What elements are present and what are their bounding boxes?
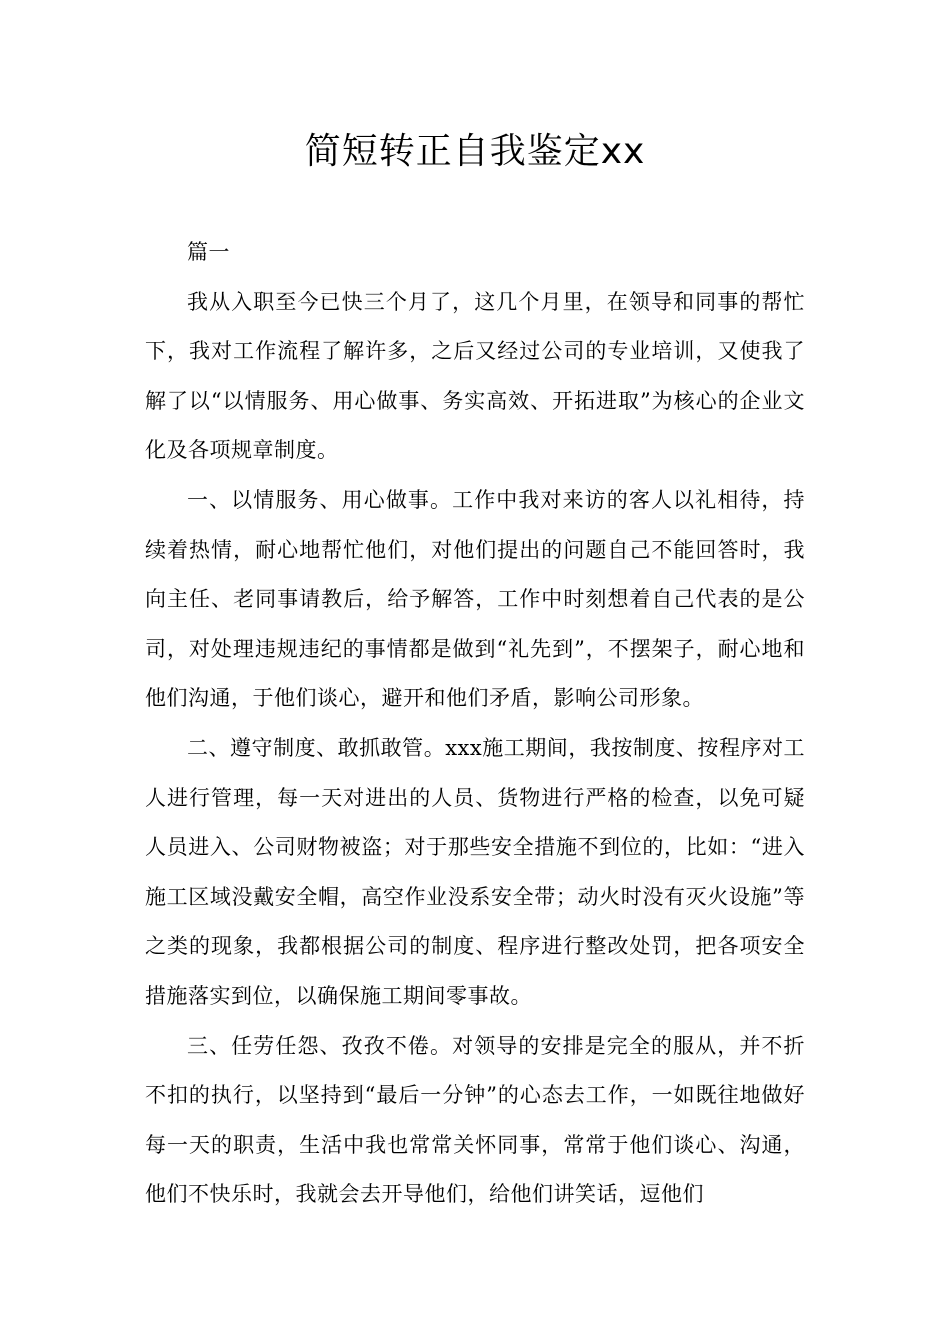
section-heading: 篇一: [187, 240, 230, 264]
document-body: [145, 228, 805, 1220]
paragraph-point-three: 三、任劳任怨、孜孜不倦。对领导的安排是完全的服从，并不折不扣的执行，以坚持到“最后一分钟”的心态去工作，一如既往地做好每一天的职责，生活中我也常常关怀同事，常常于他们谈心、沟通，他们不快乐时，我就会去开导他们，给他们讲笑话，逗他们: [145, 1033, 805, 1207]
intro-paragraph: 我从入职至今已快三个月了，这几个月里，在领导和同事的帮忙下，我对工作流程了解许多，之后又经过公司的专业培训，又使我了解了以“以情服务、用心做事、务实高效、开拓进取”为核心的企业文化及各项规章制度。: [145, 289, 805, 463]
paragraph-point-one: 一、以情服务、用心做事。工作中我对来访的客人以礼相待，持续着热情，耐心地帮忙他们，对他们提出的问题自己不能回答时，我向主任、老同事请教后，给予解答，工作中时刻想着自己代表的是公司，对处理违规违纪的事情都是做到“礼先到”，不摆架子，耐心地和他们沟通，于他们谈心，避开和他们矛盾，影响公司形象。: [145, 487, 805, 711]
paragraph-point-two: 二、遵守制度、敢抓敢管。xxx施工期间，我按制度、按程序对工人进行管理，每一天对进出的人员、货物进行严格的检查，以免可疑人员进入、公司财物被盗；对于那些安全措施不到位的，比如：“进入施工区域没戴安全帽，高空作业没系安全带；动火时没有灭火设施”等之类的现象，我都根据公司的制度、程序进行整改处罚，把各项安全措施落实到位，以确保施工期间零事故。: [145, 735, 805, 1008]
document-title: 简短转正自我鉴定xx: [304, 131, 646, 172]
